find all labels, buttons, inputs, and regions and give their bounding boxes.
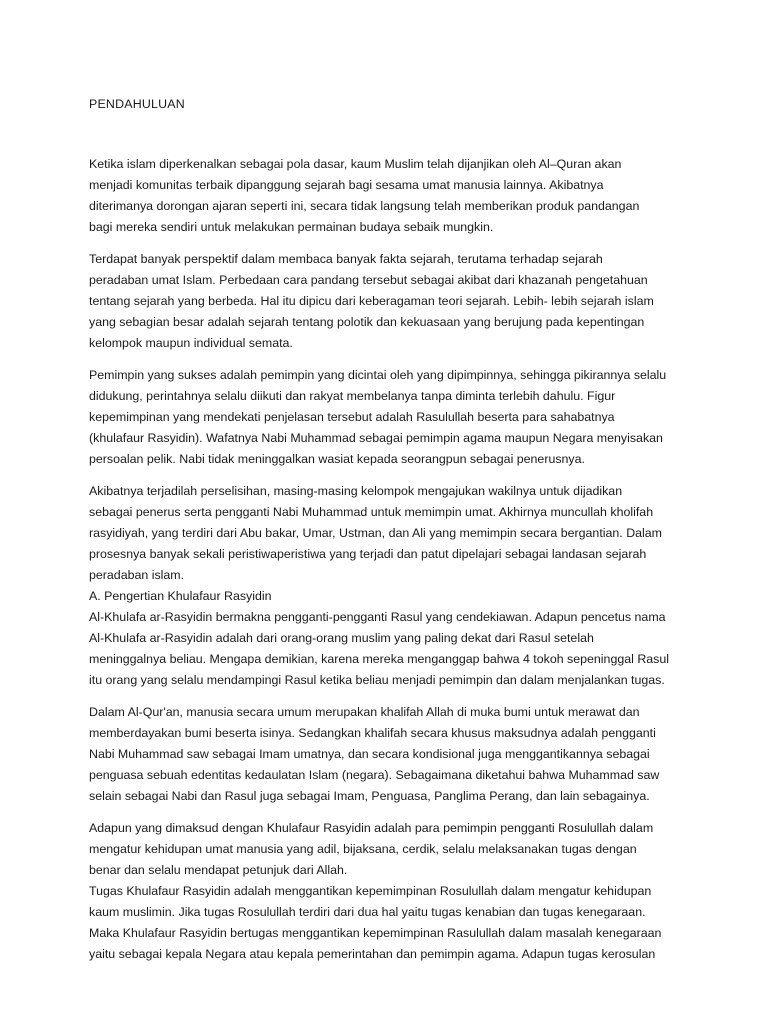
text-line: peradaban islam. <box>89 568 185 582</box>
document-heading: PENDAHULUAN <box>89 97 185 111</box>
text-line: meninggalnya beliau. Mengapa demikian, karena mereka menganggap bahwa 4 tokoh sepeninggal Rasul <box>89 652 669 666</box>
paragraph <box>89 818 689 965</box>
text-line: didukung, perintahnya selalu diikuti dan rakyat membelanya tanpa diminta terlebih dahulu. Figur <box>89 389 616 403</box>
text-line: Ketika islam diperkenalkan sebagai pola dasar, kaum Muslim telah dijanjikan oleh Al–Quran akan <box>89 157 622 171</box>
text-line: Dalam Al-Qur'an, manusia secara umum merupakan khalifah Allah di muka bumi untuk merawat dan <box>89 705 640 719</box>
text-line: kaum muslimin. Jika tugas Rosulullah terdiri dari dua hal yaitu tugas kenabian dan tugas kenegaraan. <box>89 905 646 919</box>
text-line: A. Pengertian Khulafaur Rasyidin <box>89 589 272 603</box>
text-line: Akibatnya terjadilah perselisihan, masing-masing kelompok mengajukan wakilnya untuk dijadikan <box>89 484 623 498</box>
text-line: Maka Khulafaur Rasyidin bertugas menggantikan kepemimpinan Rasulullah dalam masalah kenegaraan <box>89 926 662 940</box>
paragraph <box>89 481 689 691</box>
paragraph <box>89 702 689 807</box>
paragraph <box>89 154 689 238</box>
text-line: kelompok maupun individual semata. <box>89 336 293 350</box>
text-line: Adapun yang dimaksud dengan Khulafaur Rasyidin adalah para pemimpin pengganti Rosulullah dalam <box>89 821 654 835</box>
text-line: penguasa sebuah edentitas kedaulatan Islam (negara). Sebagaimana diketahui bahwa Muhammad saw <box>89 768 660 782</box>
text-line: menjadi komunitas terbaik dipanggung sejarah bagi sesama umat manusia lainnya. Akibatnya <box>89 178 604 192</box>
text-line: selain sebagai Nabi dan Rasul juga sebagai Imam, Penguasa, Panglima Perang, dan lain sebagainya. <box>89 789 650 803</box>
text-line: Al-Khulafa ar-Rasyidin bermakna pengganti-pengganti Rasul yang cendekiawan. Adapun pencetus nama <box>89 610 666 624</box>
text-line: Nabi Muhammad saw sebagai Imam umatnya, dan secara kondisional juga menggantikannya sebagai <box>89 747 650 761</box>
text-line: mengatur kehidupan umat manusia yang adil, bijaksana, cerdik, selalu melaksanakan tugas dengan <box>89 842 637 856</box>
text-line: sebagai penerus serta pengganti Nabi Muhammad untuk memimpin umat. Akhirnya muncullah kholifah <box>89 505 654 519</box>
text-line: Terdapat banyak perspektif dalam membaca banyak fakta sejarah, terutama terhadap sejarah <box>89 252 603 266</box>
text-line: Al-Khulafa ar-Rasyidin adalah dari orang-orang muslim yang paling dekat dari Rasul setelah <box>89 631 594 645</box>
text-line: kepemimpinan yang mendekati penjelasan tersebut adalah Rasulullah beserta para sahabatnya <box>89 410 615 424</box>
paragraph <box>89 249 689 354</box>
text-line: rasyidiyah, yang terdiri dari Abu bakar, Umar, Ustman, dan Ali yang memimpin secara bergantian. Dalam <box>89 526 662 540</box>
text-line: persoalan pelik. Nabi tidak meninggalkan wasiat kepada seorangpun sebagai penerusnya. <box>89 452 585 466</box>
text-line: (khulafaur Rasyidin). Wafatnya Nabi Muhammad sebagai pemimpin agama maupun Negara menyisakan <box>89 431 663 445</box>
text-line: diterimanya dorongan ajaran seperti ini, secara tidak langsung telah memberikan produk pandangan <box>89 199 640 213</box>
text-line: yaitu sebagai kepala Negara atau kepala pemerintahan dan pemimpin agama. Adapun tugas kerosulan <box>89 947 656 961</box>
paragraph <box>89 365 689 470</box>
text-line: memberdayakan bumi beserta isinya. Sedangkan khalifah secara khusus maksudnya adalah pengganti <box>89 726 656 740</box>
text-line: prosesnya banyak sekali peristiwaperistiwa yang terjadi dan patut dipelajari sebagai landasan sejarah <box>89 547 647 561</box>
text-line: Pemimpin yang sukses adalah pemimpin yang dicintai oleh yang dipimpinnya, sehingga pikirannya selalu <box>89 368 667 382</box>
text-line: peradaban umat Islam. Perbedaan cara pandang tersebut sebagai akibat dari khazanah pengetahuan <box>89 273 648 287</box>
paragraph-list <box>89 154 689 965</box>
text-line: Tugas Khulafaur Rasyidin adalah menggantikan kepemimpinan Rosulullah dalam mengatur kehidupan <box>89 884 652 898</box>
text-line: itu orang yang selalu mendampingi Rasul ketika beliau menjadi pemimpin dan dalam menjalankan tugas. <box>89 673 665 687</box>
text-line: bagi mereka sendiri untuk melakukan permainan budaya sebaik mungkin. <box>89 220 494 234</box>
document-body <box>89 94 689 965</box>
text-line: benar dan selalu mendapat petunjuk dari Allah. <box>89 863 348 877</box>
text-line: yang sebagian besar adalah sejarah tentang polotik dan kekuasaan yang berujung pada kepentingan <box>89 315 645 329</box>
text-line: tentang sejarah yang berbeda. Hal itu dipicu dari keberagaman teori sejarah. Lebih- lebih sejarah islam <box>89 294 654 308</box>
